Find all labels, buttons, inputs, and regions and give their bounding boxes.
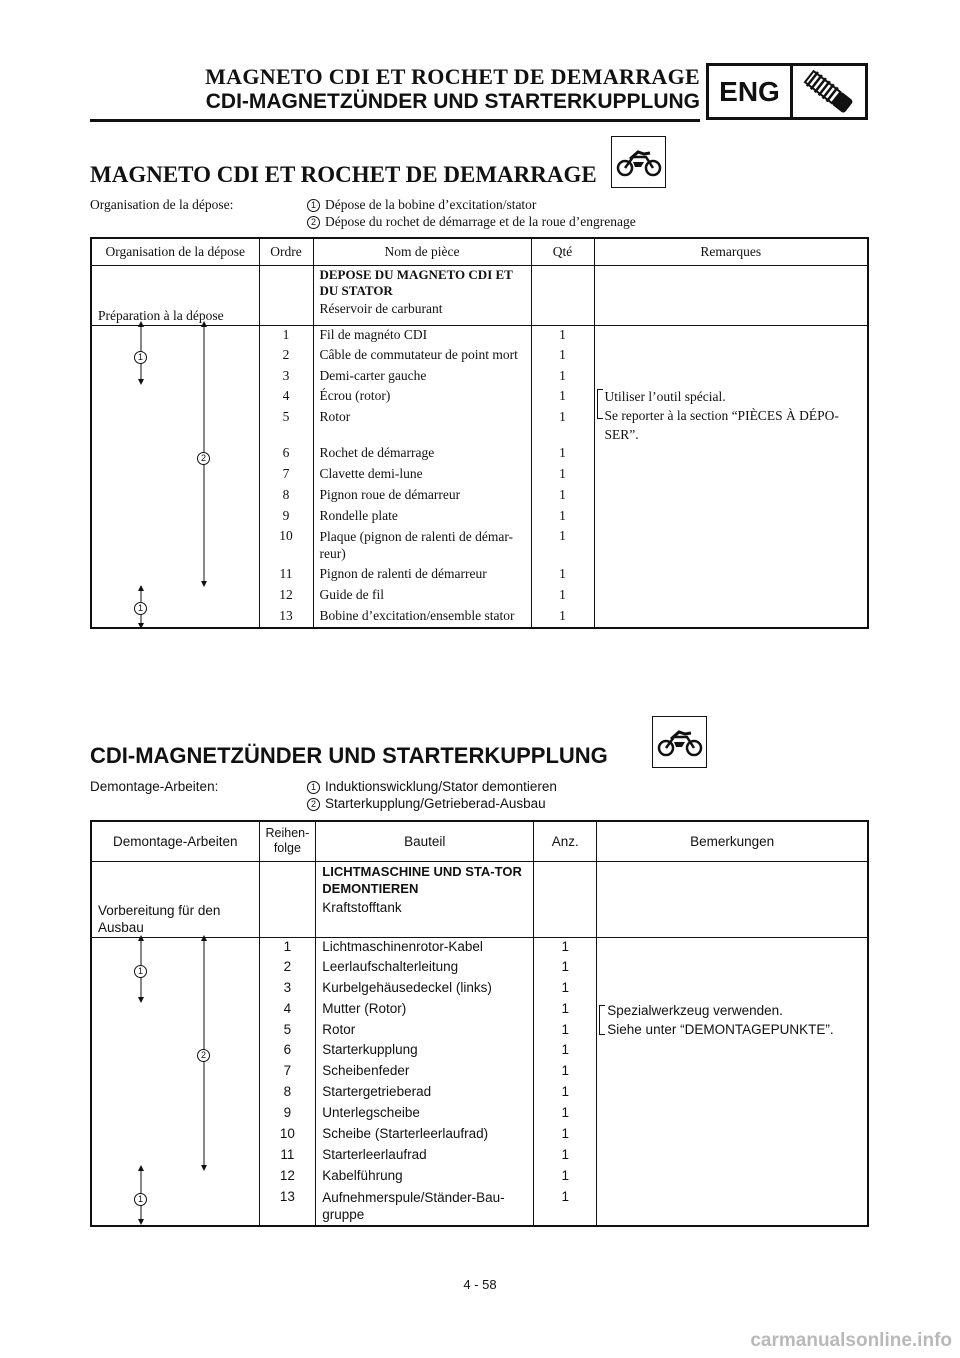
- row-qty: 1: [534, 1021, 597, 1042]
- column-header: Nom de pièce: [313, 238, 531, 265]
- org-step: [307, 795, 557, 812]
- remarks-cell: [594, 325, 868, 628]
- step-number: 1: [307, 199, 320, 212]
- remarks-fr: [605, 387, 860, 444]
- step-marker: 2: [197, 452, 210, 465]
- row-order: 13: [259, 1188, 316, 1226]
- row-qty: 1: [531, 486, 594, 507]
- row-qty: 1: [534, 958, 597, 979]
- section-title-de: CDI-MAGNETZÜNDER UND STARTERKUPPLUNG: [90, 743, 608, 768]
- removal-organization-de: [90, 778, 790, 814]
- motorcycle-icon: [611, 136, 666, 188]
- row-qty: 1: [531, 387, 594, 408]
- row-order: 13: [259, 607, 313, 628]
- row-order: 10: [259, 527, 313, 565]
- remarks-de: [607, 1001, 859, 1039]
- step-text: Dépose de la bobine d’excitation/stator: [325, 197, 537, 212]
- step-marker: 1: [134, 602, 147, 615]
- row-order: 4: [259, 387, 313, 408]
- row-qty: 1: [531, 607, 594, 628]
- page-header: [90, 64, 700, 114]
- remark-line: Se reporter à la section “PIÈCES À DÉPO-SER”.: [604, 407, 839, 442]
- row-part: Rotor: [313, 408, 531, 444]
- row-order: 12: [259, 1167, 316, 1188]
- row-part: Câble de commutateur de point mort: [313, 346, 531, 367]
- row-part: Kabelführung: [316, 1167, 534, 1188]
- watermark: carmanualsonline.info: [750, 1330, 952, 1351]
- column-header: Anz.: [534, 821, 597, 861]
- header-rule: [90, 119, 700, 122]
- row-part: Demi-carter gauche: [313, 367, 531, 388]
- step-number: 2: [307, 798, 320, 811]
- row-qty: 1: [534, 1167, 597, 1188]
- group-title: DEPOSE DU MAGNETO CDI ET DU STATOR: [319, 266, 513, 298]
- org-label: Demontage-Arbeiten:: [90, 779, 219, 794]
- table-group: [316, 861, 534, 937]
- row-order: 10: [259, 1125, 316, 1146]
- row-order: 5: [259, 408, 313, 444]
- row-qty: 1: [534, 1062, 597, 1083]
- row-part: Kurbelgehäusedeckel (links): [316, 979, 534, 1000]
- column-header: Reihen-folge: [259, 821, 316, 861]
- row-part: Lichtmaschinenrotor-Kabel: [316, 937, 534, 958]
- row-order: 1: [259, 325, 313, 346]
- row-qty: 1: [534, 1104, 597, 1125]
- row-part: Pignon de ralenti de démarreur: [313, 565, 531, 586]
- row-part: Plaque (pignon de ralenti de démar-reur): [313, 527, 531, 565]
- row-part: Clavette demi-lune: [313, 465, 531, 486]
- row-order: 2: [259, 346, 313, 367]
- step-text: Induktionswicklung/Stator demontieren: [325, 779, 557, 794]
- row-order: 3: [259, 979, 316, 1000]
- row-qty: 1: [531, 367, 594, 388]
- sequence-arrows-fr: [120, 318, 230, 630]
- section-tag: [706, 63, 868, 120]
- row-part: Scheibenfeder: [316, 1062, 534, 1083]
- remarks-cell: [597, 937, 868, 1226]
- remark-line: Siehe unter “DEMONTAGEPUNKTE”.: [607, 1021, 834, 1037]
- column-header: Qté: [531, 238, 594, 265]
- step-marker: 1: [134, 351, 147, 364]
- column-header: Bemerkungen: [597, 821, 868, 861]
- row-order: 6: [259, 1041, 316, 1062]
- step-marker: 2: [197, 1049, 210, 1062]
- row-order: 4: [259, 1000, 316, 1021]
- row-part: Leerlaufschalterleitung: [316, 958, 534, 979]
- org-step: [307, 778, 557, 795]
- row-order: 11: [259, 1146, 316, 1167]
- row-qty: 1: [534, 979, 597, 1000]
- step-marker: 1: [134, 965, 147, 978]
- prep-label: Vorbereitung für den Ausbau: [91, 861, 259, 937]
- section-tag-label: ENG: [709, 66, 793, 117]
- group-title: LICHTMASCHINE UND STA-TOR DEMONTIEREN: [322, 863, 522, 896]
- org-steps: [307, 778, 557, 812]
- step-number: 1: [307, 781, 320, 794]
- row-part: Starterleerlaufrad: [316, 1146, 534, 1167]
- row-qty: 1: [531, 527, 594, 565]
- row-order: 8: [259, 1083, 316, 1104]
- row-part: Bobine d’excitation/ensemble stator: [313, 607, 531, 628]
- prep-label: Préparation à la dépose: [91, 265, 259, 325]
- remark-brace: [599, 1005, 605, 1035]
- row-order: 2: [259, 958, 316, 979]
- row-qty: 1: [531, 325, 594, 346]
- row-order: 5: [259, 1021, 316, 1042]
- column-header: Demontage-Arbeiten: [91, 821, 259, 861]
- header-title-de: CDI-MAGNETZÜNDER UND STARTERKUPPLUNG: [205, 90, 700, 113]
- row-qty: 1: [531, 565, 594, 586]
- table-group: [313, 265, 531, 325]
- remark-line: Utiliser l’outil spécial.: [604, 388, 726, 404]
- column-header: Organisation de la dépose: [91, 238, 259, 265]
- org-label: Organisation de la dépose:: [90, 197, 234, 212]
- removal-organization-fr: [90, 196, 790, 232]
- prep-part: Réservoir de carburant: [319, 300, 443, 316]
- page-number: 4 - 58: [463, 1277, 497, 1292]
- row-qty: 1: [531, 408, 594, 444]
- header-title-fr: MAGNETO CDI ET ROCHET DE DEMARRAGE: [205, 64, 700, 89]
- row-qty: 1: [534, 1000, 597, 1021]
- remark-line: Spezialwerkzeug verwenden.: [607, 1002, 783, 1018]
- step-number: 2: [307, 216, 320, 229]
- row-order: 6: [259, 444, 313, 465]
- remark-brace: [597, 389, 603, 419]
- section-title-fr: MAGNETO CDI ET ROCHET DE DEMARRAGE: [90, 162, 597, 187]
- org-step: [307, 196, 636, 213]
- row-order: 8: [259, 486, 313, 507]
- row-part: Aufnehmerspule/Ständer-Bau-gruppe: [316, 1188, 534, 1226]
- row-qty: 1: [531, 507, 594, 528]
- row-part: Starterkupplung: [316, 1041, 534, 1062]
- row-qty: 1: [534, 1125, 597, 1146]
- row-part: Guide de fil: [313, 586, 531, 607]
- step-marker: 1: [134, 1193, 147, 1206]
- row-order: 3: [259, 367, 313, 388]
- column-header: Ordre: [259, 238, 313, 265]
- row-qty: 1: [531, 465, 594, 486]
- column-header: Remarques: [594, 238, 868, 265]
- prep-part: Kraftstofftank: [322, 899, 402, 915]
- row-order: 1: [259, 937, 316, 958]
- org-step: [307, 213, 636, 230]
- row-order: 9: [259, 507, 313, 528]
- step-text: Dépose du rochet de démarrage et de la roue d’engrenage: [325, 214, 636, 229]
- motorcycle-icon: [652, 716, 707, 768]
- row-part: Unterlegscheibe: [316, 1104, 534, 1125]
- row-part: Mutter (Rotor): [316, 1000, 534, 1021]
- row-qty: 1: [534, 1041, 597, 1062]
- row-part: Rotor: [316, 1021, 534, 1042]
- row-order: 9: [259, 1104, 316, 1125]
- row-part: Rondelle plate: [313, 507, 531, 528]
- row-part: Startergetrieberad: [316, 1083, 534, 1104]
- row-order: 7: [259, 1062, 316, 1083]
- row-part: Fil de magnéto CDI: [313, 325, 531, 346]
- row-part: Écrou (rotor): [313, 387, 531, 408]
- org-steps: [307, 196, 636, 230]
- row-qty: 1: [534, 1188, 597, 1226]
- row-qty: 1: [531, 444, 594, 465]
- row-qty: 1: [531, 586, 594, 607]
- row-qty: 1: [531, 346, 594, 367]
- step-text: Starterkupplung/Getrieberad-Ausbau: [325, 796, 546, 811]
- row-qty: 1: [534, 1146, 597, 1167]
- row-part: Rochet de démarrage: [313, 444, 531, 465]
- row-part: Scheibe (Starterleerlaufrad): [316, 1125, 534, 1146]
- row-qty: 1: [534, 1083, 597, 1104]
- row-order: 12: [259, 586, 313, 607]
- row-order: 7: [259, 465, 313, 486]
- column-header: Bauteil: [316, 821, 534, 861]
- row-part: Pignon roue de démarreur: [313, 486, 531, 507]
- row-order: 11: [259, 565, 313, 586]
- row-qty: 1: [534, 937, 597, 958]
- engine-coil-icon: [793, 66, 865, 117]
